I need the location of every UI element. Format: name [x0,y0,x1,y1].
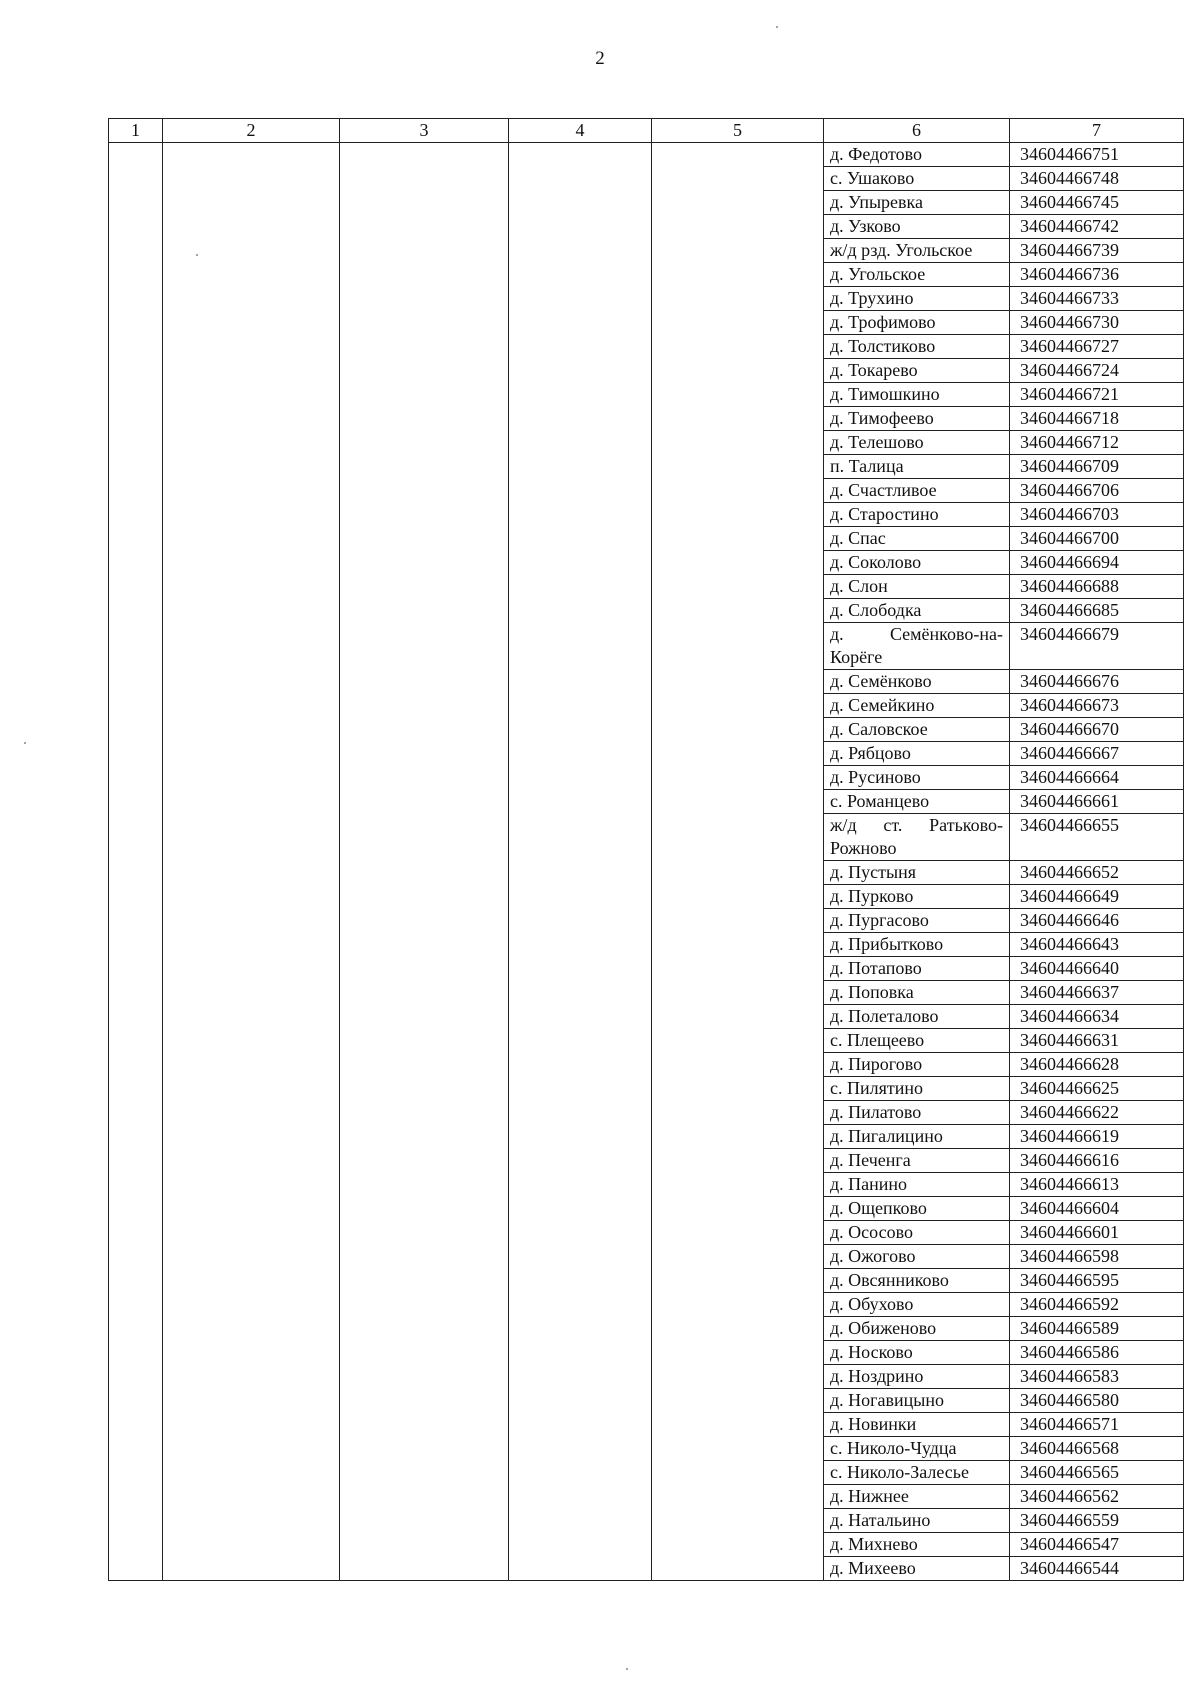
settlement-name: д. Нижнее [824,1485,1010,1509]
settlement-name: ж/д ст. Ратьково-Рожново [824,814,1010,861]
oktmo-code: 34604466625 [1010,1077,1184,1101]
oktmo-code: 34604466694 [1010,551,1184,575]
settlement-name: д. Слободка [824,599,1010,623]
settlement-name: д. Семёнково-на-Корёге [824,623,1010,670]
oktmo-code: 34604466748 [1010,167,1184,191]
settlement-name: д. Соколово [824,551,1010,575]
settlement-name: д. Михнево [824,1533,1010,1557]
oktmo-code: 34604466661 [1010,790,1184,814]
header-row [109,119,1184,143]
oktmo-code: 34604466733 [1010,287,1184,311]
oktmo-code: 34604466670 [1010,718,1184,742]
scan-speck [24,742,26,744]
settlement-name: д. Ожогово [824,1245,1010,1269]
settlement-name: с. Николо-Чудца [824,1437,1010,1461]
settlement-name: д. Семейкино [824,694,1010,718]
table-header [109,119,1184,143]
settlement-name: д. Пилатово [824,1101,1010,1125]
oktmo-code: 34604466664 [1010,766,1184,790]
oktmo-code: 34604466637 [1010,981,1184,1005]
oktmo-code: 34604466604 [1010,1197,1184,1221]
oktmo-code: 34604466547 [1010,1533,1184,1557]
settlement-name: д. Пигалицино [824,1125,1010,1149]
settlement-name: д. Полеталово [824,1005,1010,1029]
settlement-name: д. Слон [824,575,1010,599]
oktmo-code: 34604466721 [1010,383,1184,407]
oktmo-code: 34604466730 [1010,311,1184,335]
column-header-3: 3 [340,119,509,143]
settlement-name: с. Романцево [824,790,1010,814]
oktmo-code: 34604466562 [1010,1485,1184,1509]
oktmo-code: 34604466568 [1010,1437,1184,1461]
settlement-name: ж/д рзд. Угольское [824,239,1010,263]
oktmo-code: 34604466571 [1010,1413,1184,1437]
settlement-name: д. Трухино [824,287,1010,311]
settlement-name: д. Пирогово [824,1053,1010,1077]
oktmo-code: 34604466655 [1010,814,1184,861]
oktmo-code: 34604466589 [1010,1317,1184,1341]
oktmo-code: 34604466580 [1010,1389,1184,1413]
settlement-name: д. Тимошкино [824,383,1010,407]
settlement-name: д. Панино [824,1173,1010,1197]
scan-speck [626,1668,628,1670]
oktmo-code: 34604466736 [1010,263,1184,287]
settlement-name: д. Натальино [824,1509,1010,1533]
oktmo-code: 34604466703 [1010,503,1184,527]
empty-cell-col-5 [652,143,824,1581]
oktmo-code: 34604466598 [1010,1245,1184,1269]
oktmo-code: 34604466646 [1010,909,1184,933]
settlement-name: д. Ногавицыно [824,1389,1010,1413]
oktmo-code: 34604466643 [1010,933,1184,957]
settlement-name: д. Пустыня [824,861,1010,885]
settlement-name: д. Федотово [824,143,1010,167]
scan-speck [776,26,778,28]
oktmo-code: 34604466652 [1010,861,1184,885]
settlement-name: д. Пурково [824,885,1010,909]
settlement-name: д. Ощепково [824,1197,1010,1221]
settlement-name: д. Обухово [824,1293,1010,1317]
column-header-2: 2 [163,119,340,143]
settlements-table [108,118,1184,1581]
settlement-name: с. Плещеево [824,1029,1010,1053]
oktmo-code: 34604466718 [1010,407,1184,431]
oktmo-code: 34604466544 [1010,1557,1184,1581]
settlement-name: д. Спас [824,527,1010,551]
oktmo-code: 34604466688 [1010,575,1184,599]
settlement-name: д. Русиново [824,766,1010,790]
settlement-name: д. Токарево [824,359,1010,383]
page-number: 2 [595,48,605,69]
oktmo-code: 34604466751 [1010,143,1184,167]
settlement-name: д. Михеево [824,1557,1010,1581]
settlement-name: д. Трофимово [824,311,1010,335]
oktmo-code: 34604466583 [1010,1365,1184,1389]
settlement-name: с. Ушаково [824,167,1010,191]
oktmo-code: 34604466601 [1010,1221,1184,1245]
settlement-name: д. Саловское [824,718,1010,742]
settlement-name: д. Печенга [824,1149,1010,1173]
oktmo-code: 34604466676 [1010,670,1184,694]
oktmo-code: 34604466739 [1010,239,1184,263]
column-header-1: 1 [109,119,163,143]
empty-cell-col-3 [340,143,509,1581]
oktmo-code: 34604466616 [1010,1149,1184,1173]
oktmo-code: 34604466595 [1010,1269,1184,1293]
settlement-name: п. Талица [824,455,1010,479]
oktmo-code: 34604466700 [1010,527,1184,551]
column-header-4: 4 [509,119,652,143]
oktmo-code: 34604466592 [1010,1293,1184,1317]
settlement-name: д. Ососово [824,1221,1010,1245]
empty-cell-col-4 [509,143,652,1581]
oktmo-code: 34604466679 [1010,623,1184,670]
settlement-name: д. Угольское [824,263,1010,287]
oktmo-code: 34604466724 [1010,359,1184,383]
oktmo-code: 34604466631 [1010,1029,1184,1053]
settlement-name: д. Прибытково [824,933,1010,957]
settlement-name: д. Ноздрино [824,1365,1010,1389]
empty-cell-col-2 [163,143,340,1581]
oktmo-code: 34604466613 [1010,1173,1184,1197]
oktmo-code: 34604466565 [1010,1461,1184,1485]
settlement-name: д. Обиженово [824,1317,1010,1341]
oktmo-code: 34604466685 [1010,599,1184,623]
settlement-name: д. Телешово [824,431,1010,455]
settlement-name: д. Счастливое [824,479,1010,503]
oktmo-code: 34604466727 [1010,335,1184,359]
oktmo-code: 34604466745 [1010,191,1184,215]
empty-cell-col-1 [109,143,163,1581]
oktmo-code: 34604466622 [1010,1101,1184,1125]
table-body [109,143,1184,1581]
settlement-name: д. Узково [824,215,1010,239]
oktmo-code: 34604466634 [1010,1005,1184,1029]
settlement-name: с. Пилятино [824,1077,1010,1101]
oktmo-code: 34604466640 [1010,957,1184,981]
oktmo-code: 34604466586 [1010,1341,1184,1365]
settlement-name: д. Толстиково [824,335,1010,359]
oktmo-code: 34604466559 [1010,1509,1184,1533]
scan-speck [196,254,198,256]
settlement-name: д. Потапово [824,957,1010,981]
oktmo-code: 34604466649 [1010,885,1184,909]
settlement-name: д. Тимофеево [824,407,1010,431]
oktmo-code: 34604466628 [1010,1053,1184,1077]
settlement-name: д. Пургасово [824,909,1010,933]
settlement-name: д. Новинки [824,1413,1010,1437]
oktmo-code: 34604466619 [1010,1125,1184,1149]
column-header-6: 6 [824,119,1010,143]
settlement-name: с. Николо-Залесье [824,1461,1010,1485]
oktmo-code: 34604466667 [1010,742,1184,766]
oktmo-code: 34604466673 [1010,694,1184,718]
table-row [109,143,1184,167]
column-header-5: 5 [652,119,824,143]
settlement-name: д. Старостино [824,503,1010,527]
settlement-name: д. Семёнково [824,670,1010,694]
oktmo-code: 34604466742 [1010,215,1184,239]
oktmo-code: 34604466712 [1010,431,1184,455]
settlement-name: д. Овсянниково [824,1269,1010,1293]
oktmo-code: 34604466709 [1010,455,1184,479]
oktmo-code: 34604466706 [1010,479,1184,503]
settlement-name: д. Поповка [824,981,1010,1005]
settlement-name: д. Носково [824,1341,1010,1365]
settlement-name: д. Рябцово [824,742,1010,766]
column-header-7: 7 [1010,119,1184,143]
settlement-name: д. Упыревка [824,191,1010,215]
